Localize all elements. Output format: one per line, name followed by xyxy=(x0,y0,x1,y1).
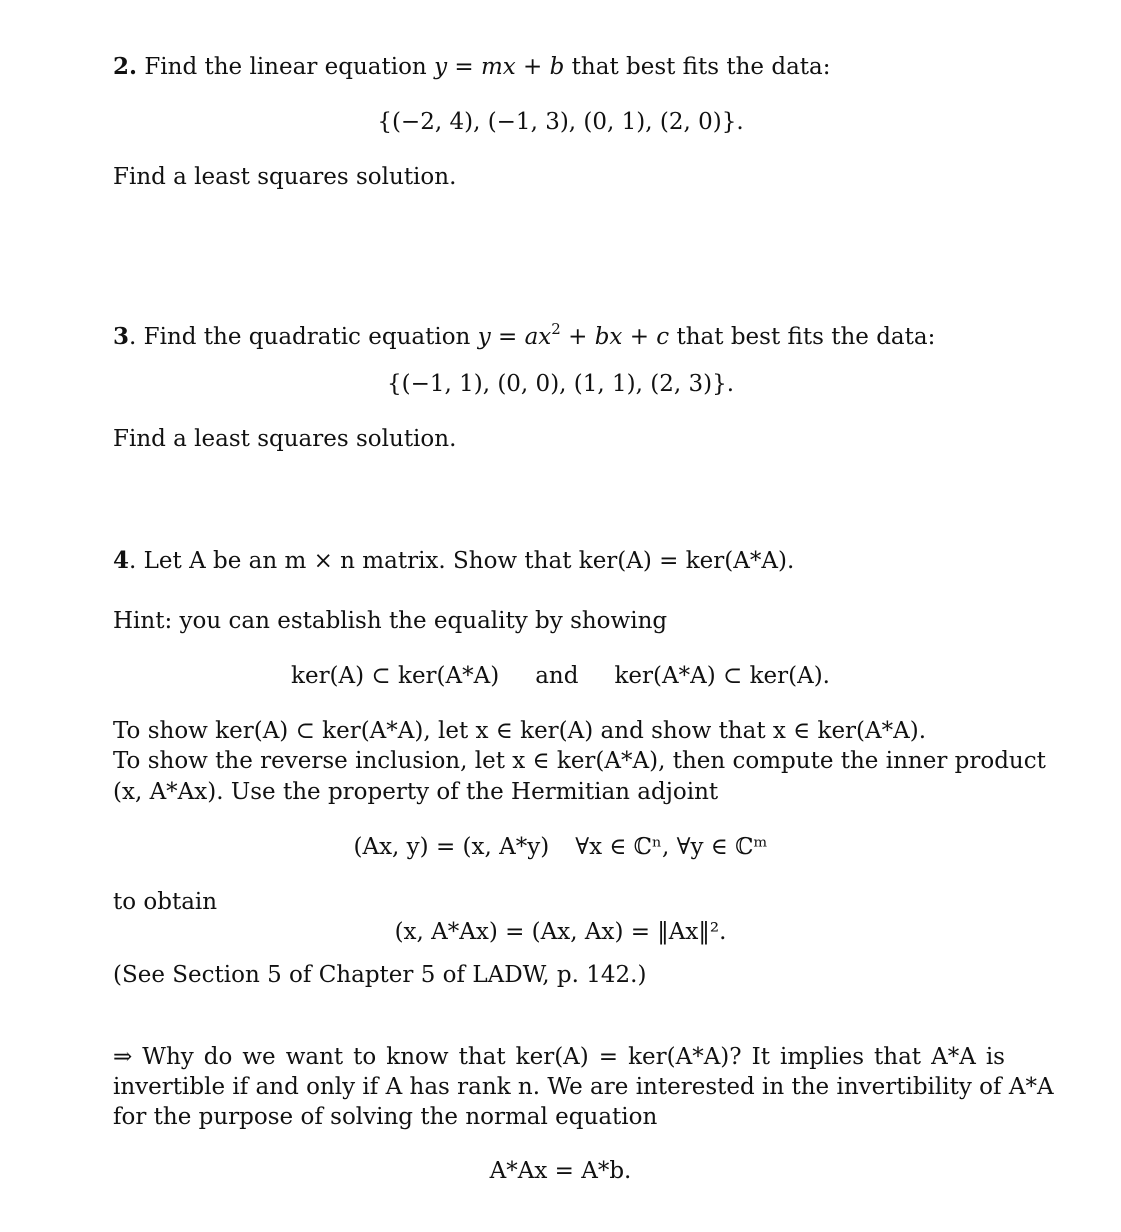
problem-3-statement xyxy=(113,314,935,352)
problem-4-hint: Hint: you can establish the equality by showing xyxy=(113,608,668,634)
remark-line-1: ⇒ Why do we want to know that ker(A) = ker(A*A)? It implies that A*A is xyxy=(113,1044,1005,1070)
adjoint-quantifier: ∀x ∈ ℂⁿ, ∀y ∈ ℂᵐ xyxy=(575,834,768,860)
normal-equation: A*Ax = A*b. xyxy=(489,1158,632,1184)
inclusion-left: ker(A) ⊂ ker(A*A) xyxy=(291,663,500,689)
problem-4-to-obtain: to obtain xyxy=(113,889,218,915)
problem-4-text: . Let A be an m × n matrix. Show that ker(A) = ker(A*A). xyxy=(129,548,795,574)
problem-4-reference: (See Section 5 of Chapter 5 of LADW, p. 142.) xyxy=(113,962,647,988)
problem-3-equation-b: + bx + c xyxy=(560,324,670,350)
inclusion-and: and xyxy=(535,663,579,689)
problem-4-inclusions xyxy=(0,661,1121,691)
problem-2-statement xyxy=(113,52,831,82)
problem-2-text-b: that best fits the data: xyxy=(564,54,831,80)
problem-4-line-2: To show the reverse inclusion, let x ∈ ker(A*A), then compute the inner product xyxy=(113,748,1046,774)
problem-2-text-a: Find the linear equation xyxy=(144,54,435,80)
problem-2-data-set: {(−2, 4), (−1, 3), (0, 1), (2, 0)}. xyxy=(377,109,744,135)
problem-3-number: 3 xyxy=(113,323,130,350)
problem-2-number: 2. xyxy=(113,53,138,80)
problem-3-text-a: . Find the quadratic equation xyxy=(129,324,478,350)
adjoint-property-equation xyxy=(0,832,1121,862)
problem-4-result-equation: (x, A*Ax) = (Ax, Ax) = ‖Ax‖². xyxy=(394,919,727,945)
problem-3-data-set: {(−1, 1), (0, 0), (1, 1), (2, 3)}. xyxy=(386,371,735,397)
adjoint-property: (Ax, y) = (x, A*y) xyxy=(353,834,550,860)
problem-2-equation: y = mx + b xyxy=(434,54,565,80)
problem-3-text-b: that best fits the data: xyxy=(669,324,936,350)
problem-3-equation-exponent: 2 xyxy=(551,320,561,338)
remark-line-2: invertible if and only if A has rank n. We are interested in the invertibility of A*A xyxy=(113,1074,1054,1100)
problem-4-line-1: To show ker(A) ⊂ ker(A*A), let x ∈ ker(A) and show that x ∈ ker(A*A). xyxy=(113,718,927,744)
remark-line-3: for the purpose of solving the normal equation xyxy=(113,1104,658,1130)
inclusion-right: ker(A*A) ⊂ ker(A). xyxy=(614,663,830,689)
problem-2-instruction: Find a least squares solution. xyxy=(113,164,457,190)
problem-4-number: 4 xyxy=(113,547,130,574)
problem-4-line-3: (x, A*Ax). Use the property of the Hermitian adjoint xyxy=(113,779,719,805)
problem-3-instruction: Find a least squares solution. xyxy=(113,426,457,452)
problem-3-equation-a: y = ax xyxy=(477,324,552,350)
problem-4-statement xyxy=(113,546,794,576)
